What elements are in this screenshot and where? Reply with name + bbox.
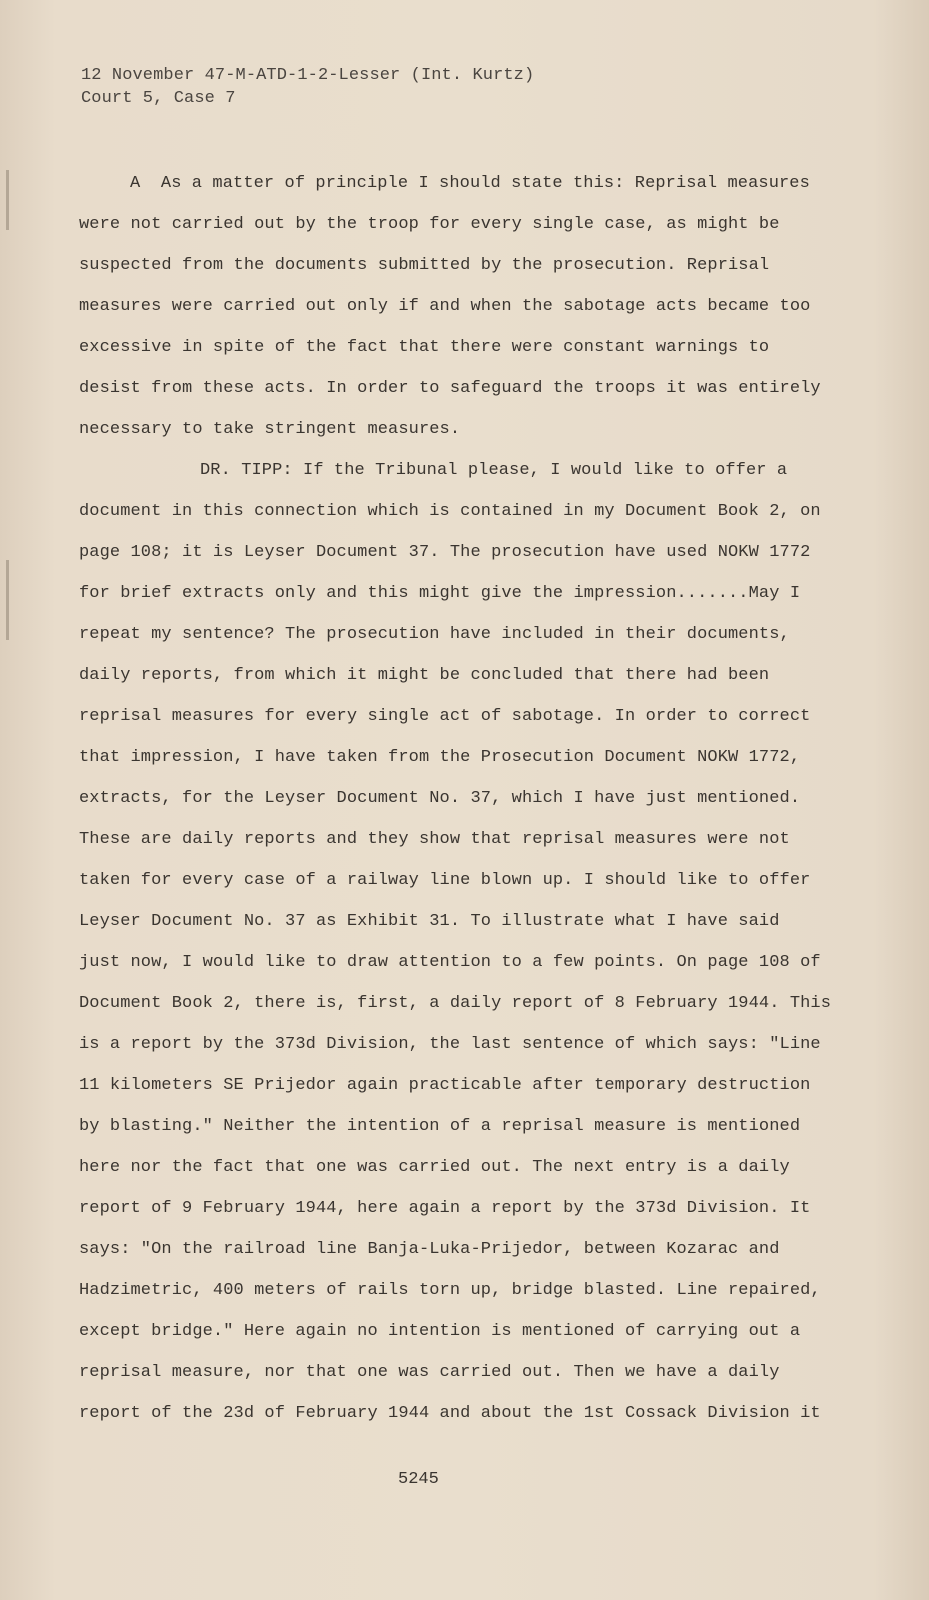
body-line: necessary to take stringent measures.	[79, 420, 461, 439]
body-line: extracts, for the Leyser Document No. 37, which I have just mentioned.	[79, 789, 801, 808]
body-line: A As a matter of principle I should state this: Reprisal measures	[130, 174, 810, 193]
body-line: just now, I would like to draw attention to a few points. On page 108 of	[79, 953, 821, 972]
body-line: daily reports, from which it might be concluded that there had been	[79, 666, 770, 685]
body-line: desist from these acts. In order to safeguard the troops it was entirely	[79, 379, 821, 398]
body-line: suspected from the documents submitted by the prosecution. Reprisal	[79, 256, 770, 275]
page-number: 5245	[398, 1470, 439, 1489]
body-line: taken for every case of a railway line blown up. I should like to offer	[79, 871, 811, 890]
body-line: that impression, I have taken from the Prosecution Document NOKW 1772,	[79, 748, 801, 767]
body-line: reprisal measure, nor that one was carried out. Then we have a daily	[79, 1363, 780, 1382]
body-line: for brief extracts only and this might give the impression.......May I	[79, 584, 801, 603]
body-line: says: "On the railroad line Banja-Luka-Prijedor, between Kozarac and	[79, 1240, 780, 1259]
body-line: These are daily reports and they show that reprisal measures were not	[79, 830, 790, 849]
body-line: report of the 23d of February 1944 and about the 1st Cossack Division it	[79, 1404, 821, 1423]
paper-edge-mark	[6, 560, 9, 640]
body-line: reprisal measures for every single act of sabotage. In order to correct	[79, 707, 811, 726]
body-line: by blasting." Neither the intention of a reprisal measure is mentioned	[79, 1117, 801, 1136]
header-line-1: 12 November 47-M-ATD-1-2-Lesser (Int. Kurtz)	[81, 66, 535, 85]
body-line: except bridge." Here again no intention is mentioned of carrying out a	[79, 1322, 801, 1341]
body-line: excessive in spite of the fact that there were constant warnings to	[79, 338, 770, 357]
body-line: 11 kilometers SE Prijedor again practicable after temporary destruction	[79, 1076, 811, 1095]
body-line: repeat my sentence? The prosecution have included in their documents,	[79, 625, 790, 644]
header-line-2: Court 5, Case 7	[81, 89, 236, 108]
body-line: measures were carried out only if and when the sabotage acts became too	[79, 297, 811, 316]
paper-edge-mark	[6, 170, 9, 230]
body-line: document in this connection which is contained in my Document Book 2, on	[79, 502, 821, 521]
body-line: DR. TIPP: If the Tribunal please, I would like to offer a	[200, 461, 788, 480]
body-line: Leyser Document No. 37 as Exhibit 31. To illustrate what I have said	[79, 912, 780, 931]
body-line: here nor the fact that one was carried out. The next entry is a daily	[79, 1158, 790, 1177]
body-line: report of 9 February 1944, here again a report by the 373d Division. It	[79, 1199, 811, 1218]
body-line: is a report by the 373d Division, the last sentence of which says: "Line	[79, 1035, 821, 1054]
body-line: Document Book 2, there is, first, a daily report of 8 February 1944. This	[79, 994, 832, 1013]
body-line: page 108; it is Leyser Document 37. The prosecution have used NOKW 1772	[79, 543, 811, 562]
body-line: were not carried out by the troop for every single case, as might be	[79, 215, 780, 234]
body-line: Hadzimetric, 400 meters of rails torn up, bridge blasted. Line repaired,	[79, 1281, 821, 1300]
